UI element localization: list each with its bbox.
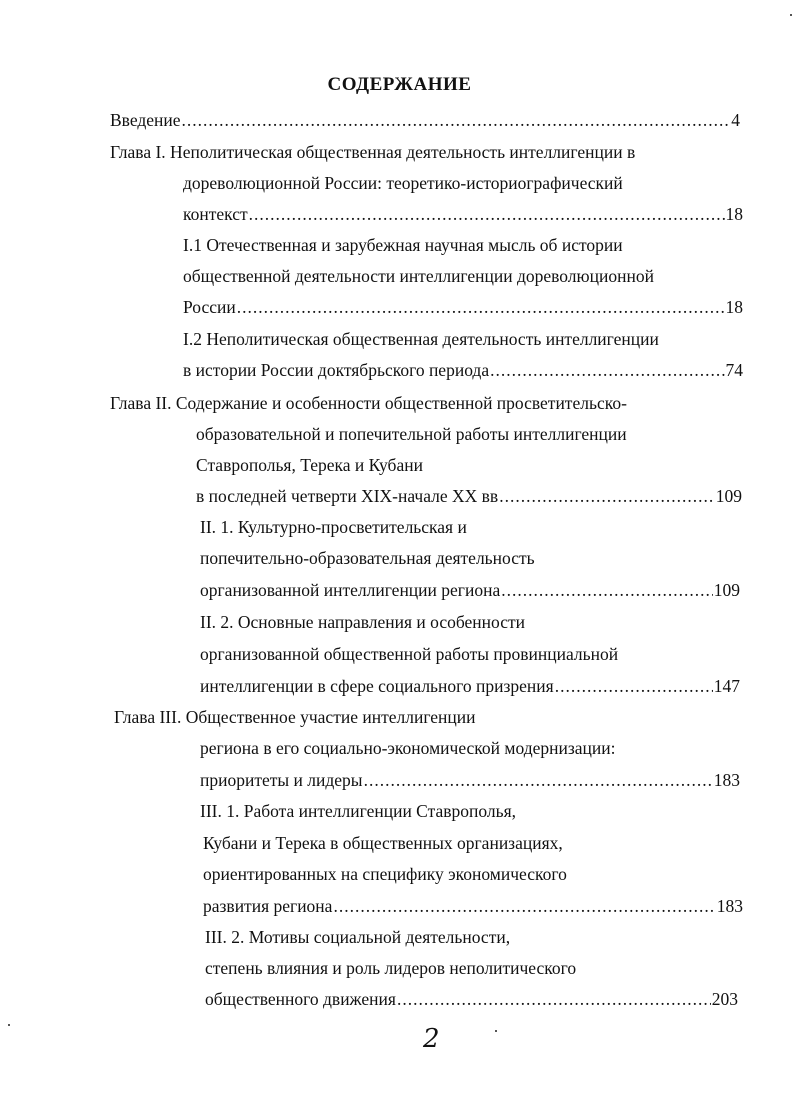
toc-entry-text: приоритеты и лидеры	[200, 770, 363, 790]
toc-entry-section-2-1	[200, 579, 740, 601]
scan-speck	[495, 1030, 497, 1032]
scan-speck	[790, 14, 792, 16]
toc-leader-dots	[555, 675, 713, 697]
toc-entry-page: 183	[716, 896, 743, 916]
toc-entry-chapter-1	[183, 203, 743, 225]
toc-entry-text: в последней четверти XIX-начале XX вв	[196, 486, 499, 506]
section-3-1-heading-cont: Кубани и Терека в общественных организациях,	[203, 833, 563, 853]
toc-leader-dots	[364, 769, 713, 791]
toc-entry-intro	[110, 109, 740, 131]
toc-entry-text: общественного движения	[205, 989, 396, 1009]
section-2-2-heading: II. 2. Основные направления и особенности	[200, 612, 526, 632]
toc-entry-text: организованной интеллигенции региона	[200, 580, 501, 600]
toc-entry-text: в истории России доктябрьского периода	[183, 360, 490, 380]
section-3-1-heading: III. 1. Работа интеллигенции Ставрополья,	[200, 801, 517, 821]
toc-entry-section-3-1	[203, 895, 743, 917]
toc-entry-page: 109	[715, 486, 742, 506]
toc-entry-text: интеллигенции в сфере социального призрения	[200, 676, 554, 696]
chapter-3-heading-cont: региона в его социально-экономической модернизации:	[200, 738, 616, 758]
toc-entry-page: 18	[725, 297, 743, 317]
section-1-1-heading-cont: общественной деятельности интеллигенции дореволюционной	[183, 266, 654, 286]
toc-entry-page: 4	[731, 110, 740, 130]
toc-entry-section-1-2	[183, 359, 743, 381]
section-2-1-heading-cont: попечительно-образовательная деятельность	[200, 548, 535, 568]
toc-entry-page: 147	[713, 676, 740, 696]
toc-entry-section-1-1	[183, 296, 743, 318]
toc-entry-section-3-2	[205, 988, 738, 1010]
chapter-1-heading: Глава I. Неполитическая общественная деятельность интеллигенции в	[110, 142, 636, 162]
section-3-2-heading-cont: степень влияния и роль лидеров неполитического	[205, 958, 577, 978]
toc-entry-page: 109	[713, 580, 740, 600]
section-2-2-heading-cont: организованной общественной работы провинциальной	[200, 644, 619, 664]
section-3-2-heading: III. 2. Мотивы социальной деятельности,	[205, 927, 511, 947]
scan-speck	[8, 1024, 10, 1026]
toc-leader-dots	[501, 579, 713, 601]
handwritten-page-number: 2	[423, 1024, 440, 1054]
toc-leader-dots	[499, 485, 715, 507]
toc-leader-dots	[182, 109, 731, 131]
toc-entry-chapter-2	[196, 485, 742, 507]
toc-entry-text: развития региона	[203, 896, 333, 916]
chapter-3-heading: Глава III. Общественное участие интеллигенции	[114, 707, 476, 727]
toc-leader-dots	[397, 988, 711, 1010]
toc-leader-dots	[237, 296, 725, 318]
toc-entry-page: 203	[711, 989, 738, 1009]
toc-entry-page: 74	[725, 360, 743, 380]
toc-leader-dots	[333, 895, 715, 917]
section-1-1-heading: I.1 Отечественная и зарубежная научная мысль об истории	[183, 235, 623, 255]
toc-entry-section-2-2	[200, 675, 740, 697]
section-2-1-heading: II. 1. Культурно-просветительская и	[200, 517, 467, 537]
chapter-2-heading-cont: образовательной и попечительной работы интеллигенции	[196, 424, 627, 444]
chapter-2-heading-cont: Ставрополья, Терека и Кубани	[196, 455, 423, 475]
section-1-2-heading: I.2 Неполитическая общественная деятельность интеллигенции	[183, 329, 659, 349]
toc-entry-page: 18	[725, 204, 743, 224]
toc-entry-text: Введение	[110, 110, 181, 130]
toc-entry-text: России	[183, 297, 236, 317]
toc-entry-chapter-3	[200, 769, 740, 791]
toc-entry-page: 183	[713, 770, 740, 790]
chapter-2-heading: Глава II. Содержание и особенности общественной просветительско-	[110, 393, 627, 413]
chapter-1-heading-cont: дореволюционной России: теоретико-историографический	[183, 173, 623, 193]
toc-leader-dots	[249, 203, 725, 225]
toc-entry-text: контекст	[183, 204, 248, 224]
toc-title: СОДЕРЖАНИЕ	[327, 74, 472, 95]
toc-leader-dots	[490, 359, 724, 381]
section-3-1-heading-cont: ориентированных на специфику экономического	[203, 864, 567, 884]
